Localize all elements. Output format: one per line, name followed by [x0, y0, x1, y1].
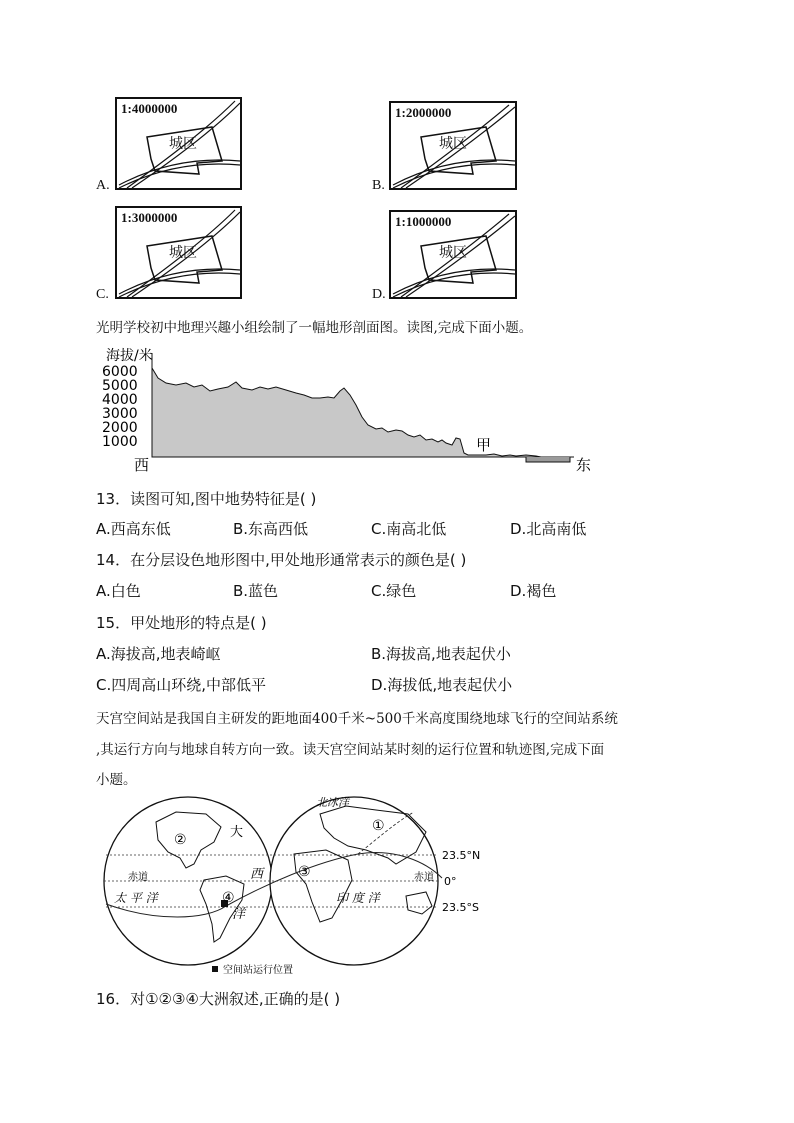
continent-4-label: ④ [222, 890, 235, 906]
ytick-2000: 2000 [102, 420, 138, 436]
scale-label: 1:4000000 [121, 101, 178, 116]
equator-label-left: 赤道 [128, 872, 148, 883]
space-intro-line-1: 天宫空间站是我国自主研发的距地面400千米~500千米高度围绕地球飞行的空间站系统 [96, 711, 618, 727]
equator-deg-label: 0° [444, 875, 457, 888]
q13-option-d[interactable]: D.北高南低 [510, 520, 587, 538]
option-letter-a: A. [96, 178, 110, 193]
legend-marker [212, 966, 218, 972]
q14-option-d[interactable]: D.褐色 [510, 582, 557, 600]
legend-text: 空间站运行位置 [223, 965, 293, 976]
arctic-ocean-label: 北冰洋 [316, 796, 349, 809]
scale-map-b [389, 101, 517, 190]
profile-marker-jia: 甲 [476, 436, 492, 454]
scale-label: 1:3000000 [121, 210, 178, 225]
q14-option-c[interactable]: C.绿色 [371, 582, 417, 600]
tropic-s-label: 23.5°S [442, 901, 479, 914]
indian-ocean-label: 印 度 洋 [336, 891, 380, 905]
scale-label: 1:2000000 [395, 105, 452, 120]
q14-option-a[interactable]: A.白色 [96, 582, 141, 600]
equator-label-right: 赤道 [414, 872, 434, 883]
scale-map-a [115, 97, 242, 190]
profile-intro: 光明学校初中地理兴趣小组绘制了一幅地形剖面图。读图,完成下面小题。 [96, 320, 533, 336]
q15-option-d[interactable]: D.海拔低,地表起伏小 [371, 676, 513, 694]
continent-2-label: ② [174, 832, 187, 848]
atlantic-label-3: 洋 [232, 907, 246, 922]
atlantic-label-2: 西 [250, 867, 264, 882]
q14-stem: 14．在分层设色地形图中,甲处地形通常表示的颜色是( ) [96, 551, 467, 569]
q14-option-b[interactable]: B.蓝色 [233, 582, 279, 600]
city-label: 城区 [169, 245, 197, 261]
profile-west-label: 西 [134, 456, 150, 473]
ytick-3000: 3000 [102, 406, 138, 422]
profile-ylabel: 海拔/米 [106, 348, 153, 364]
space-intro-line-2: ,其运行方向与地球自转方向一致。读天宫空间站某时刻的运行位置和轨迹图,完成下面 [96, 742, 605, 758]
world-orbit-map [96, 792, 496, 978]
q13-stem: 13．读图可知,图中地势特征是( ) [96, 490, 317, 508]
ytick-4000: 4000 [102, 392, 138, 408]
profile-east-label: 东 [576, 456, 592, 473]
atlantic-label-1: 大 [230, 825, 244, 840]
option-letter-b: B. [372, 178, 385, 193]
option-letter-c: C. [96, 287, 109, 302]
city-label: 城区 [169, 136, 197, 152]
continent-3-label: ③ [298, 864, 311, 880]
sea-segment [526, 457, 570, 462]
ytick-6000: 6000 [102, 364, 138, 380]
scale-map-c [115, 206, 242, 299]
q13-option-c[interactable]: C.南高北低 [371, 520, 447, 538]
q13-option-a[interactable]: A.西高东低 [96, 520, 171, 538]
ytick-5000: 5000 [102, 378, 138, 394]
space-intro-line-3: 小题。 [96, 772, 137, 788]
city-label: 城区 [439, 136, 467, 152]
scale-map-d [389, 210, 517, 299]
q15-option-a[interactable]: A.海拔高,地表崎岖 [96, 645, 221, 663]
q15-stem: 15．甲处地形的特点是( ) [96, 614, 267, 632]
terrain-profile-chart [96, 343, 596, 473]
ytick-1000: 1000 [102, 434, 138, 450]
q15-option-b[interactable]: B.海拔高,地表起伏小 [371, 645, 511, 663]
terrain-area [152, 368, 570, 459]
q15-option-c[interactable]: C.四周高山环绕,中部低平 [96, 676, 267, 694]
city-label: 城区 [439, 245, 467, 261]
tropic-n-label: 23.5°N [442, 849, 481, 862]
q13-option-b[interactable]: B.东高西低 [233, 520, 309, 538]
option-letter-d: D. [372, 287, 386, 302]
q16-stem: 16．对①②③④大洲叙述,正确的是( ) [96, 990, 341, 1008]
scale-label: 1:1000000 [395, 214, 452, 229]
pacific-label: 太 平 洋 [114, 891, 158, 905]
continent-1-label: ① [372, 818, 385, 834]
